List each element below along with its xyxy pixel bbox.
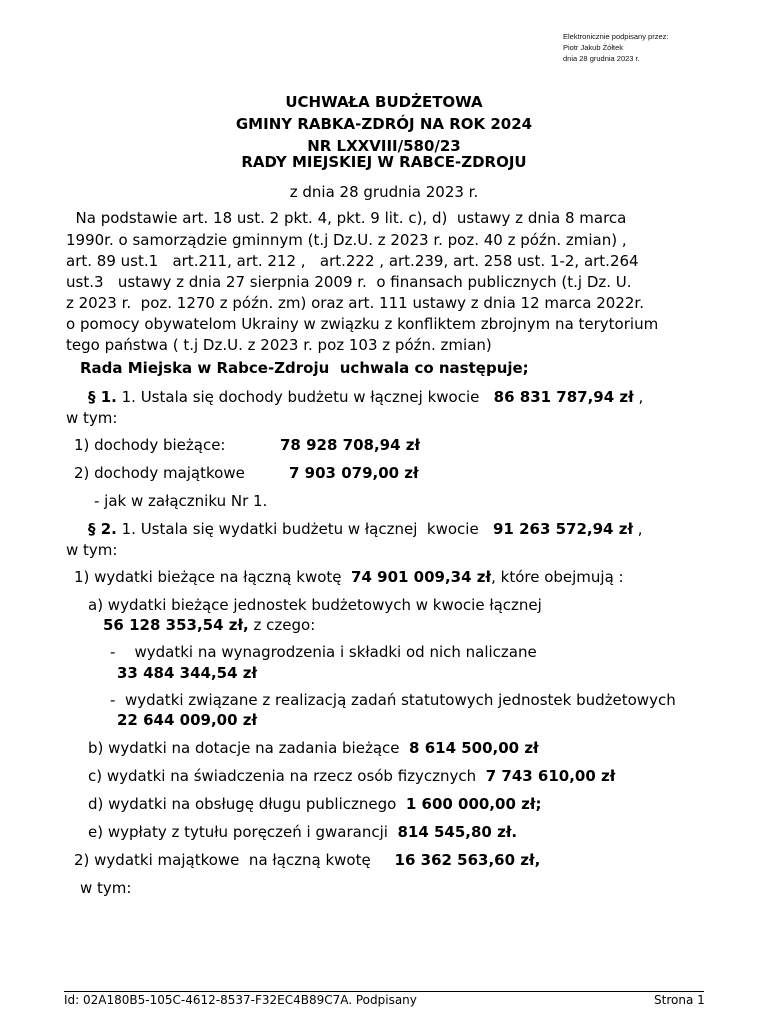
item-a-tail: z czego: — [248, 616, 316, 634]
item-e-amount: 814 545,80 zł. — [397, 823, 518, 841]
signature-signer: Piotr Jakub Żółtek — [563, 43, 624, 52]
property-expenditure — [74, 850, 540, 870]
item-c — [88, 766, 615, 786]
preamble-line: z 2023 r. poz. 1270 z późn. zm) oraz art. 111 ustawy z dnia 12 marca 2022r. — [66, 294, 644, 312]
current-expenditure — [74, 567, 624, 587]
salaries-amount: 33 484 344,54 zł — [117, 664, 258, 682]
doc-date: z dnia 28 grudnia 2023 r. — [289, 183, 479, 201]
footer-document-id: Id: 02A180B5-105C-4612-8537-F32EC4B89C7A. Podpisany — [64, 993, 417, 1007]
property-income-label: 2) dochody majątkowe — [74, 464, 245, 482]
property-expenditure-wtym: w tym: — [80, 879, 132, 897]
section-1-text: 1. Ustala się dochody budżetu w łącznej kwocie — [116, 388, 494, 406]
current-expenditure-label: 1) wydatki bieżące na łączną kwotę — [74, 568, 352, 586]
preamble-line: o pomocy obywatelom Ukrainy w związku z konfliktem zbrojnym na terytorium — [66, 315, 659, 333]
preamble-line: 1990r. o samorządzie gminnym (t.j Dz.U. z 2023 r. poz. 40 z późn. zmian) , — [66, 231, 627, 249]
salaries-label: - wydatki na wynagrodzenia i składki od nich naliczane — [110, 643, 537, 661]
item-b — [88, 738, 539, 758]
section-2-tail: , — [633, 520, 643, 538]
section-2 — [88, 519, 643, 539]
footer-page-number: Strona 1 — [654, 993, 705, 1007]
statutory-tasks-label: - wydatki związane z realizacją zadań statutowych jednostek budżetowych — [110, 691, 676, 709]
current-income-amount: 78 928 708,94 zł — [280, 436, 421, 454]
doc-title-line-3: NR LXXVIII/580/23 — [307, 137, 461, 155]
item-c-label: c) wydatki na świadczenia na rzecz osób fizycznych — [88, 767, 486, 785]
section-2-wtym: w tym: — [66, 541, 118, 559]
property-income-amount: 7 903 079,00 zł — [289, 464, 419, 482]
item-d — [88, 794, 541, 814]
preamble-line: Na podstawie art. 18 ust. 2 pkt. 4, pkt. 9 lit. c), d) ustawy z dnia 8 marca — [66, 209, 627, 227]
doc-title-line-4: RADY MIEJSKIEJ W RABCE-ZDROJU — [241, 153, 527, 171]
section-1-mark: § 1. — [88, 388, 117, 406]
property-expenditure-amount: 16 362 563,60 zł, — [394, 851, 541, 869]
section-1 — [88, 387, 643, 407]
electronic-signature-note — [563, 31, 668, 64]
doc-title-line-1: UCHWAŁA BUDŻETOWA — [285, 93, 483, 111]
section-2-mark: § 2. — [88, 520, 117, 538]
current-income-label: 1) dochody bieżące: — [74, 436, 226, 454]
item-a-amount-line — [103, 615, 315, 635]
footer-divider — [64, 991, 704, 992]
item-e-label: e) wypłaty z tytułu poręczeń i gwarancji — [88, 823, 398, 841]
item-a-amount: 56 128 353,54 zł, — [103, 616, 249, 634]
income-total-amount: 86 831 787,94 zł — [493, 388, 634, 406]
preamble-line: tego państwa ( t.j Dz.U. z 2023 r. poz 103 z późn. zmian) — [66, 336, 492, 354]
section-1-tail: , — [633, 388, 644, 406]
preamble-line: ust.3 ustawy z dnia 27 sierpnia 2009 r. o finansach publicznych (t.j Dz. U. — [66, 273, 632, 291]
signature-line: Elektronicznie podpisany przez: — [563, 32, 669, 41]
doc-title-line-2: GMINY RABKA-ZDRÓJ NA ROK 2024 — [235, 115, 533, 133]
current-expenditure-amount: 74 901 009,34 zł — [351, 568, 492, 586]
expenditure-total-amount: 91 263 572,94 zł — [492, 520, 634, 538]
section-1-wtym: w tym: — [66, 409, 118, 427]
council-resolves: Rada Miejska w Rabce-Zdroju uchwala co następuje; — [80, 359, 529, 377]
statutory-tasks-amount: 22 644 009,00 zł — [117, 711, 258, 729]
signature-date: dnia 28 grudnia 2023 r. — [563, 54, 640, 63]
current-expenditure-tail: , które obejmują : — [491, 568, 624, 586]
item-d-label: d) wydatki na obsługę długu publicznego — [88, 795, 406, 813]
item-a-label: a) wydatki bieżące jednostek budżetowych w kwocie łącznej — [88, 596, 542, 614]
preamble-line: art. 89 ust.1 art.211, art. 212 , art.222 , art.239, art. 258 ust. 1-2, art.264 — [66, 252, 639, 270]
annex-note: - jak w załączniku Nr 1. — [94, 492, 268, 510]
item-c-amount: 7 743 610,00 zł — [485, 767, 616, 785]
item-b-label: b) wydatki na dotacje na zadania bieżące — [88, 739, 410, 757]
property-expenditure-label: 2) wydatki majątkowe na łączną kwotę — [74, 851, 395, 869]
section-2-text: 1. Ustala się wydatki budżetu w łącznej kwocie — [116, 520, 493, 538]
item-e — [88, 822, 517, 842]
item-d-amount: 1 600 000,00 zł; — [405, 795, 542, 813]
item-b-amount: 8 614 500,00 zł — [409, 739, 539, 757]
